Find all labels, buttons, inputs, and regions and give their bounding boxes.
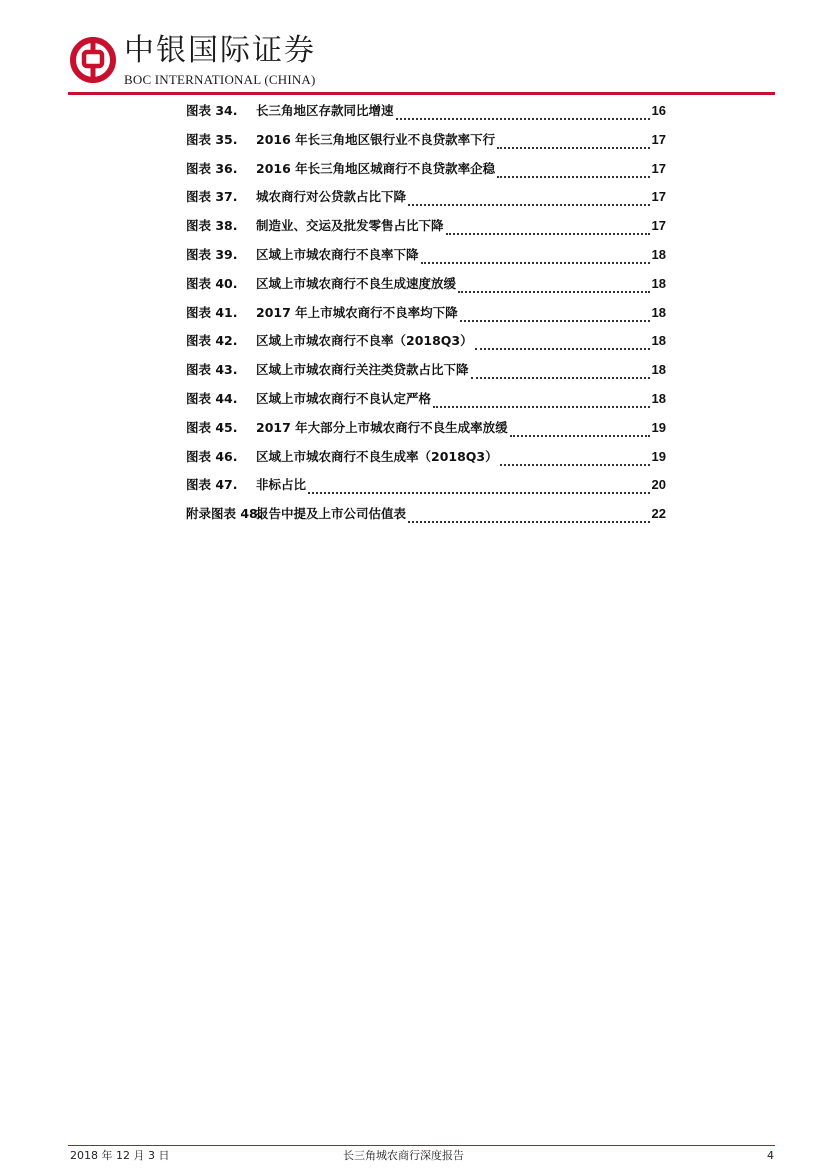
header-divider [68,92,775,95]
toc-entry-page: 19 [651,448,666,464]
toc-leader-dots [433,393,650,408]
toc-entry[interactable] [186,216,666,245]
toc-leader-dots [408,191,650,206]
toc-entry[interactable] [186,475,666,504]
toc-entry-page: 18 [651,333,666,349]
toc-entry[interactable] [186,274,666,303]
toc-entry-title: 区域上市城农商行不良生成速度放缓 [256,275,457,291]
footer-report-title: 长三角城农商行深度报告 [343,1149,464,1162]
toc-entry-title: 2017 年上市城农商行不良率均下降 [256,304,458,320]
toc-leader-dots [446,220,650,235]
toc-entry[interactable] [186,245,666,274]
footer-divider [68,1145,775,1146]
toc-entry-title: 2017 年大部分上市城农商行不良生成率放缓 [256,419,508,435]
toc-leader-dots [458,278,650,293]
toc-entry-title: 区域上市城农商行不良生成率（2018Q3） [256,448,498,464]
toc-entry-label: 图表 40. [186,275,238,291]
toc-entry-title: 区域上市城农商行关注类贷款占比下降 [256,362,469,378]
toc-entry-title: 城农商行对公贷款占比下降 [256,189,407,205]
toc-entry-title: 非标占比 [256,477,307,493]
toc-entry-label: 图表 41. [186,304,238,320]
toc-leader-dots [421,249,650,264]
toc-entry-label: 图表 36. [186,160,238,176]
toc-entry-page: 16 [651,103,666,118]
toc-entry[interactable] [186,187,666,216]
toc-entry-page: 22 [651,506,666,522]
toc-leader-dots [460,307,650,322]
toc-entry-label: 图表 45. [186,419,238,435]
toc-leader-dots [475,335,650,350]
toc-entry-page: 18 [651,390,666,406]
toc-entry-page: 18 [651,246,666,262]
brand-name-cn: 中银国际证券 [124,33,316,68]
toc-entry[interactable] [186,360,666,389]
toc-leader-dots [396,105,650,120]
toc-entry[interactable] [186,159,666,188]
toc-entry-page: 18 [651,275,666,291]
toc-entry-label: 图表 44. [186,390,238,406]
table-of-figures [186,101,666,533]
toc-entry-label: 图表 35. [186,131,238,147]
toc-entry-label: 附录图表 48. [186,506,263,522]
toc-entry-title: 2016 年长三角地区银行业不良贷款率下行 [256,131,496,147]
toc-entry[interactable] [186,504,666,533]
footer-date: 2018 年 12 月 3 日 [70,1149,170,1162]
toc-leader-dots [308,479,650,494]
toc-entry-page: 17 [651,218,666,234]
toc-entry-label: 图表 39. [186,246,238,262]
toc-entry-title: 长三角地区存款同比增速 [256,103,394,118]
toc-entry[interactable] [186,331,666,360]
toc-entry-title: 区域上市城农商行不良率（2018Q3） [256,333,473,349]
footer-page-number: 4 [767,1149,774,1162]
toc-entry-label: 图表 37. [186,189,238,205]
toc-entry-label: 图表 34. [186,103,238,118]
toc-entry-label: 图表 43. [186,362,238,378]
toc-entry[interactable] [186,389,666,418]
toc-leader-dots [471,364,650,379]
toc-entry-page: 19 [651,419,666,435]
toc-entry-label: 图表 38. [186,218,238,234]
brand-name-en: BOC INTERNATIONAL (CHINA) [124,72,316,87]
toc-entry-page: 18 [651,304,666,320]
toc-entry-page: 18 [651,362,666,378]
toc-leader-dots [497,134,649,149]
toc-entry-title: 2016 年长三角地区城商行不良贷款率企稳 [256,160,496,176]
toc-entry-page: 20 [651,477,666,493]
toc-leader-dots [408,508,650,523]
toc-entry[interactable] [186,447,666,476]
toc-leader-dots [510,422,650,437]
toc-entry-page: 17 [651,160,666,176]
toc-leader-dots [497,163,649,178]
toc-entry-title: 报告中提及上市公司估值表 [256,506,407,522]
toc-leader-dots [500,451,650,466]
toc-entry-label: 图表 47. [186,477,238,493]
toc-entry[interactable] [186,418,666,447]
page-header [0,0,827,100]
toc-entry-title: 区域上市城农商行不良率下降 [256,246,419,262]
toc-entry-label: 图表 46. [186,448,238,464]
toc-entry[interactable] [186,303,666,332]
toc-entry-title: 区域上市城农商行不良认定严格 [256,390,432,406]
toc-entry-title: 制造业、交运及批发零售占比下降 [256,218,444,234]
toc-entry-label: 图表 42. [186,333,238,349]
toc-entry[interactable] [186,130,666,159]
boc-logo-icon [70,35,116,85]
toc-entry-page: 17 [651,131,666,147]
toc-entry[interactable] [186,101,666,130]
toc-entry-page: 17 [651,189,666,205]
